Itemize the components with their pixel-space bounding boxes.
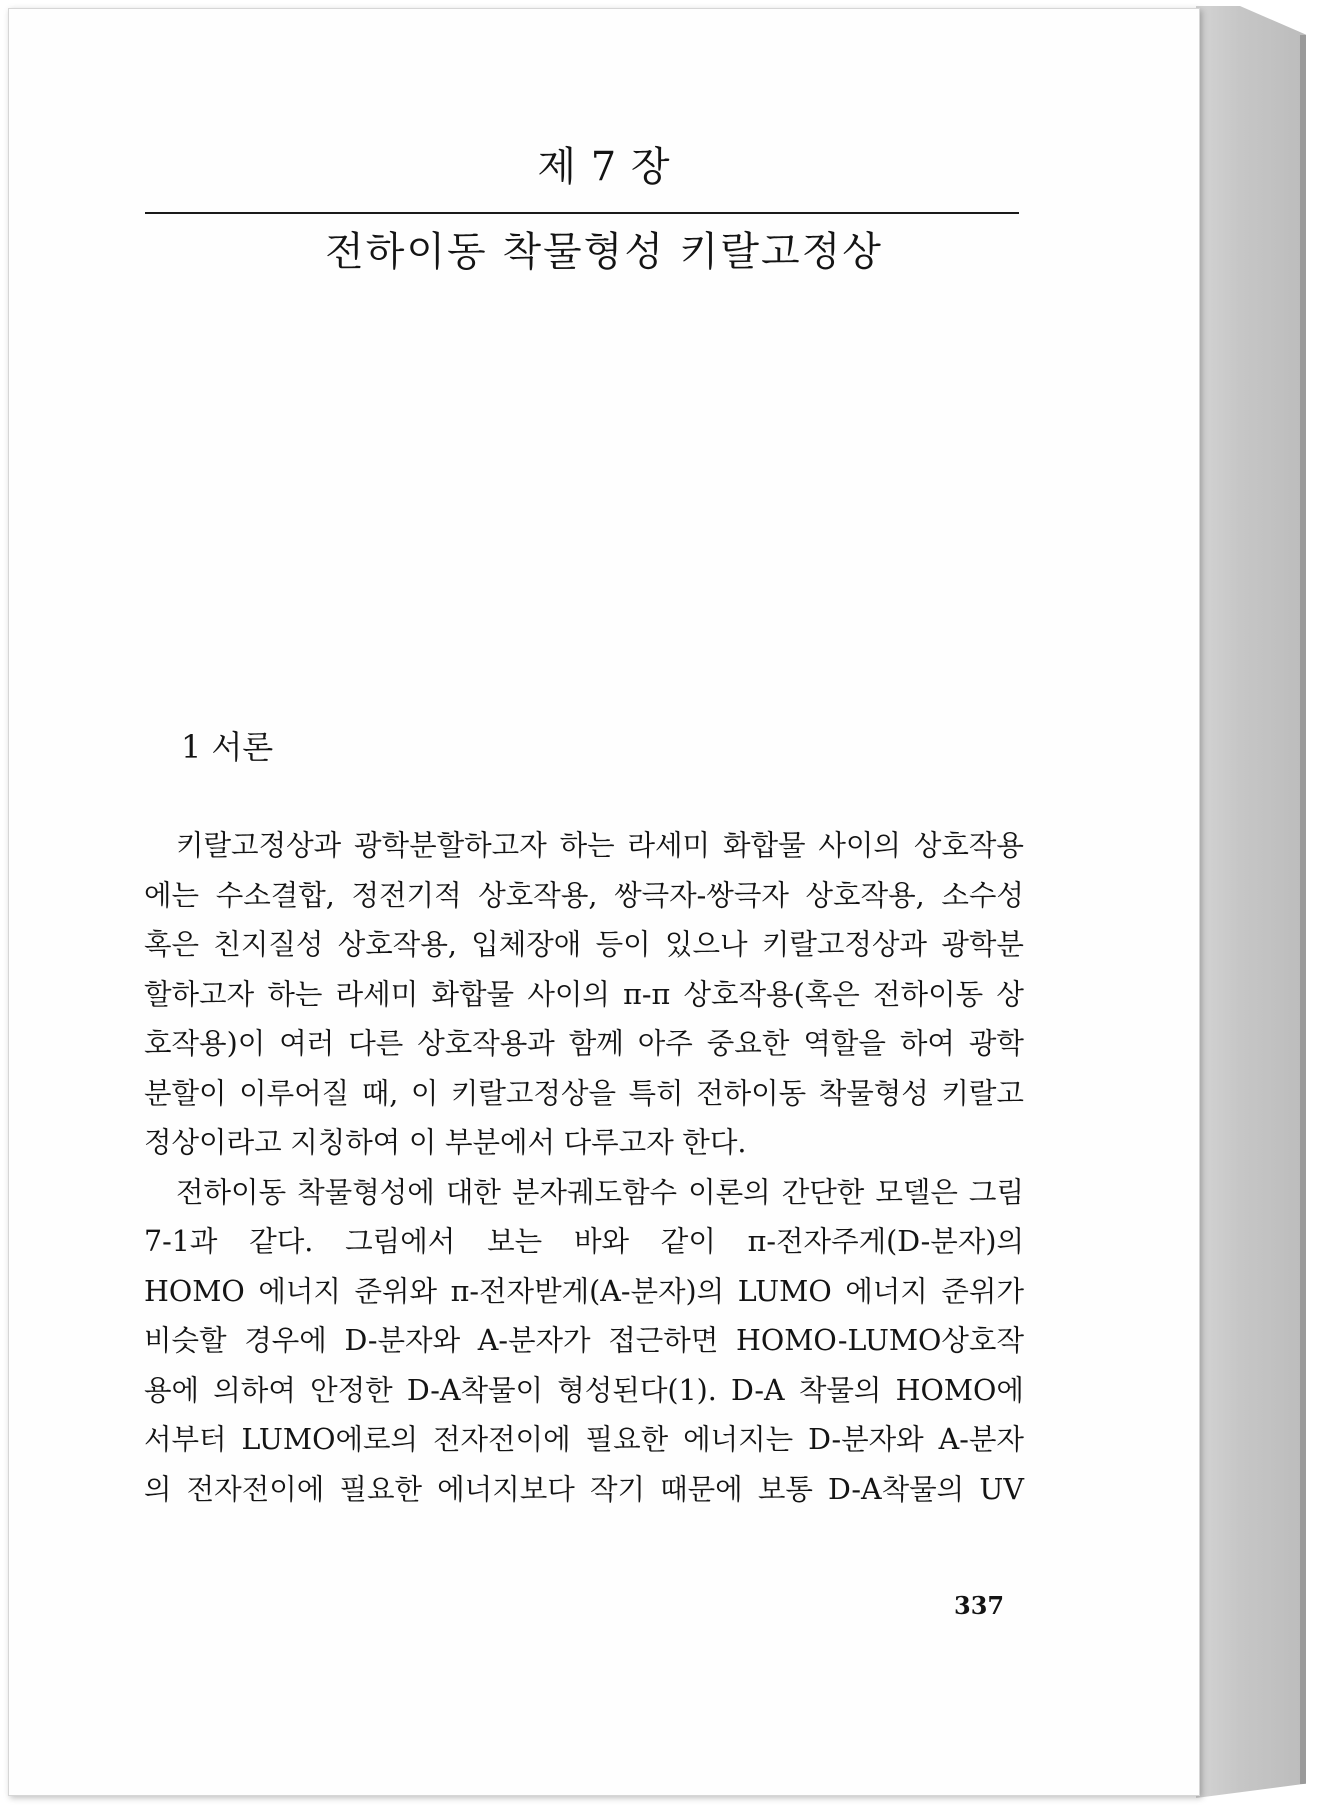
body-word: 때,	[361, 1076, 399, 1110]
body-word: 상호작용과	[417, 1027, 555, 1060]
body-word: 사이의	[818, 829, 901, 862]
body-word: 광학분	[941, 928, 1024, 961]
body-word: 이	[410, 1076, 439, 1110]
book-page-edge	[1196, 6, 1306, 1798]
page-number: 337	[954, 1591, 1005, 1620]
body-word: 전자전이에	[432, 1423, 571, 1456]
body-word: HOMO-LUMO상호작	[736, 1324, 1024, 1357]
body-line	[144, 1019, 1024, 1069]
body-word: 라세미	[335, 977, 419, 1011]
body-word: 바와	[573, 1225, 629, 1258]
body-line	[144, 1267, 1024, 1317]
body-word: 상호작용	[913, 829, 1024, 862]
body-word: π-π	[623, 977, 671, 1011]
body-word: D-A착물의	[828, 1472, 965, 1506]
body-word: 있으나	[664, 928, 748, 961]
body-word: 전하이동	[176, 1175, 287, 1209]
body-line	[144, 821, 1024, 871]
body-word: 키랄고정상을	[450, 1076, 617, 1110]
body-line	[144, 1316, 1024, 1366]
body-word: D-A착물이	[406, 1373, 544, 1407]
body-word: 광학분할하고자	[354, 829, 547, 862]
body-word: 착물형성	[818, 1076, 929, 1110]
body-word: 하는	[267, 977, 323, 1011]
body-word: HOMO에	[895, 1373, 1024, 1407]
section-heading	[181, 728, 274, 766]
body-word: 다른	[348, 1027, 404, 1060]
body-word: 부분에서	[444, 1126, 556, 1159]
body-word: 아주	[637, 1027, 693, 1060]
body-word: HOMO	[144, 1274, 245, 1308]
body-word: 상호작용(혹은	[683, 977, 860, 1011]
body-word: 분할이	[144, 1076, 227, 1110]
body-word: 에너지보다	[437, 1472, 575, 1506]
body-line	[144, 1465, 1024, 1515]
body-word: 할하고자	[144, 977, 255, 1011]
body-line	[144, 1168, 1024, 1218]
body-line	[144, 1366, 1024, 1416]
body-word: 그림	[968, 1175, 1024, 1209]
body-word: 중요한	[706, 1027, 790, 1060]
body-line	[144, 1217, 1024, 1267]
section-number: 1	[181, 728, 202, 766]
body-word: 키랄고정상과	[176, 829, 342, 862]
body-line	[144, 970, 1024, 1020]
body-word: 전자전이에	[186, 1472, 325, 1506]
body-word: 키랄고	[941, 1076, 1024, 1110]
body-word: 화합물	[722, 829, 806, 862]
body-word: 착물형성에	[297, 1175, 435, 1209]
body-word: π-전자받게(A-분자)의	[450, 1274, 725, 1308]
body-word: 의하여	[213, 1373, 296, 1407]
body-word: 에는	[144, 878, 200, 912]
body-word: 경우에	[244, 1324, 327, 1357]
body-word: D-분자와	[344, 1324, 461, 1357]
body-word: 상호작용,	[337, 928, 457, 961]
chapter-divider	[145, 212, 1019, 214]
body-word: A-분자가	[477, 1324, 591, 1357]
body-word: 정상이라고	[144, 1126, 282, 1159]
body-word: A-분자	[938, 1423, 1024, 1456]
body-word: 다루고자	[563, 1126, 674, 1159]
body-word: 키랄고정상과	[761, 928, 928, 961]
body-word: 서부터	[144, 1423, 227, 1456]
body-word: 용에	[144, 1373, 200, 1407]
body-word: LUMO에로의	[241, 1423, 419, 1456]
body-word: 전하이동	[873, 977, 984, 1011]
body-word: 준위와	[354, 1274, 438, 1308]
body-word: 혹은	[144, 928, 200, 961]
body-word: 에너지	[258, 1274, 341, 1308]
body-word: 라세미	[627, 829, 711, 862]
body-word: 소수성	[941, 878, 1024, 912]
body-word: 대한	[445, 1175, 501, 1209]
body-word: 같다.	[249, 1225, 314, 1258]
body-word: 화합물	[431, 977, 515, 1011]
body-word: 지칭하여	[290, 1126, 401, 1159]
body-word: 사이의	[527, 977, 610, 1011]
body-word: 착물의	[798, 1373, 882, 1407]
body-word: D-분자와	[808, 1423, 924, 1456]
body-line	[144, 1069, 1024, 1119]
body-word: 준위가	[941, 1274, 1024, 1308]
body-word: 한다.	[682, 1126, 747, 1159]
body-word: 보는	[487, 1225, 543, 1258]
body-word: 모델은	[875, 1175, 958, 1209]
body-word: 의	[144, 1472, 172, 1506]
body-word: 형성된다(1).	[557, 1373, 717, 1407]
body-line	[144, 1118, 1024, 1168]
body-word: 분자궤도함수	[511, 1175, 678, 1209]
body-word: 간단한	[781, 1175, 865, 1209]
body-word: 작기	[589, 1472, 645, 1506]
body-word: 상호작용,	[478, 878, 598, 912]
body-word: 입체장애	[471, 928, 582, 961]
body-word: 쌍극자-쌍극자	[614, 878, 789, 912]
body-line	[144, 871, 1024, 921]
body-word: 필요한	[339, 1472, 423, 1506]
body-word: UV	[979, 1472, 1024, 1506]
body-word: 이	[408, 1126, 437, 1159]
body-word: 호작용)이	[144, 1027, 266, 1060]
body-word: 그림에서	[345, 1225, 456, 1258]
book-page	[8, 8, 1200, 1796]
body-line	[144, 920, 1024, 970]
body-word: 광학	[968, 1027, 1024, 1060]
body-word: 역할을	[803, 1027, 886, 1060]
body-word: 이론의	[688, 1175, 771, 1209]
chapter-title: 전하이동 착물형성 키랄고정상	[325, 229, 883, 275]
body-word: 필요한	[585, 1423, 669, 1456]
body-word: 하여	[899, 1027, 955, 1060]
chapter-number: 제 7 장	[537, 144, 671, 190]
body-word: 같이	[660, 1225, 716, 1258]
body-text	[144, 821, 1024, 1514]
body-line	[144, 1415, 1024, 1465]
body-word: 에너지	[845, 1274, 928, 1308]
body-word: D-A	[731, 1373, 785, 1407]
body-word: 상호작용,	[805, 878, 925, 912]
body-word: 여러	[279, 1027, 335, 1060]
body-word: 안정한	[310, 1373, 393, 1407]
body-word: 등이	[595, 928, 651, 961]
body-word: 수소결합,	[215, 878, 335, 912]
body-word: π-전자주게(D-분자)의	[747, 1225, 1024, 1258]
body-word: 상	[996, 977, 1024, 1011]
body-word: 때문에	[660, 1472, 743, 1506]
body-word: 접근하면	[608, 1324, 719, 1357]
body-word: 비슷할	[144, 1324, 227, 1357]
body-word: 에너지는	[683, 1423, 794, 1456]
body-word: 친지질성	[213, 928, 324, 961]
body-word: 7-1과	[144, 1225, 218, 1258]
section-title: 서론	[211, 728, 274, 766]
body-word: 특히	[628, 1076, 684, 1110]
body-word: LUMO	[737, 1274, 832, 1308]
body-word: 함께	[568, 1027, 624, 1060]
body-word: 보통	[757, 1472, 813, 1506]
body-word: 하는	[559, 829, 615, 862]
body-word: 전하이동	[696, 1076, 807, 1110]
body-word: 정전기적	[351, 878, 462, 912]
body-word: 이루어질	[239, 1076, 350, 1110]
